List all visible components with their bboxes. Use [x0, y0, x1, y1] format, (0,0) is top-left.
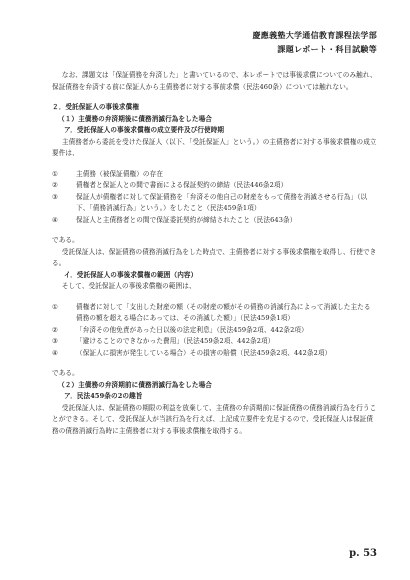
list-item: ② 「弁済その他免責があった日以後の法定利息」（民法459条2項、442条2項） — [52, 325, 308, 334]
list-item: ① 主債務（被保証債権）の存在 — [52, 169, 164, 178]
item-heading: ア．受託保証人の事後求償権の成立要件及び行使時期 — [64, 126, 225, 134]
paragraph: そして、受託保証人の事後求償権の範囲は、 — [61, 282, 196, 290]
list-item: ① 債権者に対して「支出した財産の額（その財産の額がその債務の消滅行為によって消滅した主たる債務の額を超える場合にあっては、その消滅した額）」（民法459条1項） — [52, 302, 371, 322]
header-subtitle: 課題レポート・科目試験等 — [277, 44, 377, 54]
page-number: p. 53 — [349, 548, 377, 559]
item-heading: イ．受託保証人の事後求償権の範囲（内容） — [64, 270, 198, 279]
list-item: ② 債権者と保証人との間で書面による保証契約の締結（民法446条2項） — [52, 181, 288, 189]
document-body — [52, 70, 377, 437]
header-university: 慶應義塾大学通信教育課程法学部 — [252, 30, 377, 40]
scope-list — [52, 302, 377, 360]
intro-paragraph: なお、課題文は「保証債務を弁済した」と書いているので、本レポートでは事後求償についてのみ触れ、保証債務を弁済する前に保証人から主債務者に対する事前求償（民法460条）については触れない。 — [52, 71, 377, 91]
list-item: ④ 保証人と主債務者との間で保証委託契約が締結されたこと（民法643条） — [52, 215, 297, 224]
paragraph: 主債務者から委託を受けた保証人（以下、「受託保証人」という。）の主債務者に対する事後求償権の成立要件は、 — [52, 137, 377, 157]
paragraph: 受託保証人は、保証債務の債務消滅行為をした時点で、主債務者に対する事後求償権を取得し、行使できる。 — [52, 247, 377, 267]
subsection-heading: （２）主債務の弁済期前に債務消滅行為をした場合 — [58, 380, 212, 389]
paragraph: 受託保証人は、保証債務の期限の利益を放棄して、主債務の弁済期前に保証債務の債務消滅行為を行うことができる。そして、受託保証人が当該行為を行えば、上記成立要件を充足するので、受託保証人は保証債務の債務消滅行為時に主債務者に対する事後求償権を取得する。 — [52, 403, 377, 435]
conditions-list — [52, 169, 377, 227]
item-heading: ア．民法459条の2の趣旨 — [64, 392, 143, 400]
paragraph: である。 — [52, 236, 79, 244]
section-heading: ２．受託保証人の事後求償権 — [52, 103, 140, 111]
list-item: ③ 保証人が債権者に対して保証債務を「弁済その他自己の財産をもって債務を消滅させる行為」（以下、「債務消滅行為」という。）をしたこと（民法459条1項） — [52, 192, 368, 212]
subsection-heading: （１）主債務の弁済期後に債務消滅行為をした場合 — [58, 114, 212, 123]
paragraph: である。 — [52, 369, 79, 377]
list-item: ④ （保証人に損害が発生している場合）その損害の賠償（民法459条2項、442条2項） — [52, 348, 332, 357]
list-item: ③ 「避けることのできなかった費用」（民法459条2項、442条2項） — [52, 337, 275, 345]
page-header — [253, 28, 378, 56]
